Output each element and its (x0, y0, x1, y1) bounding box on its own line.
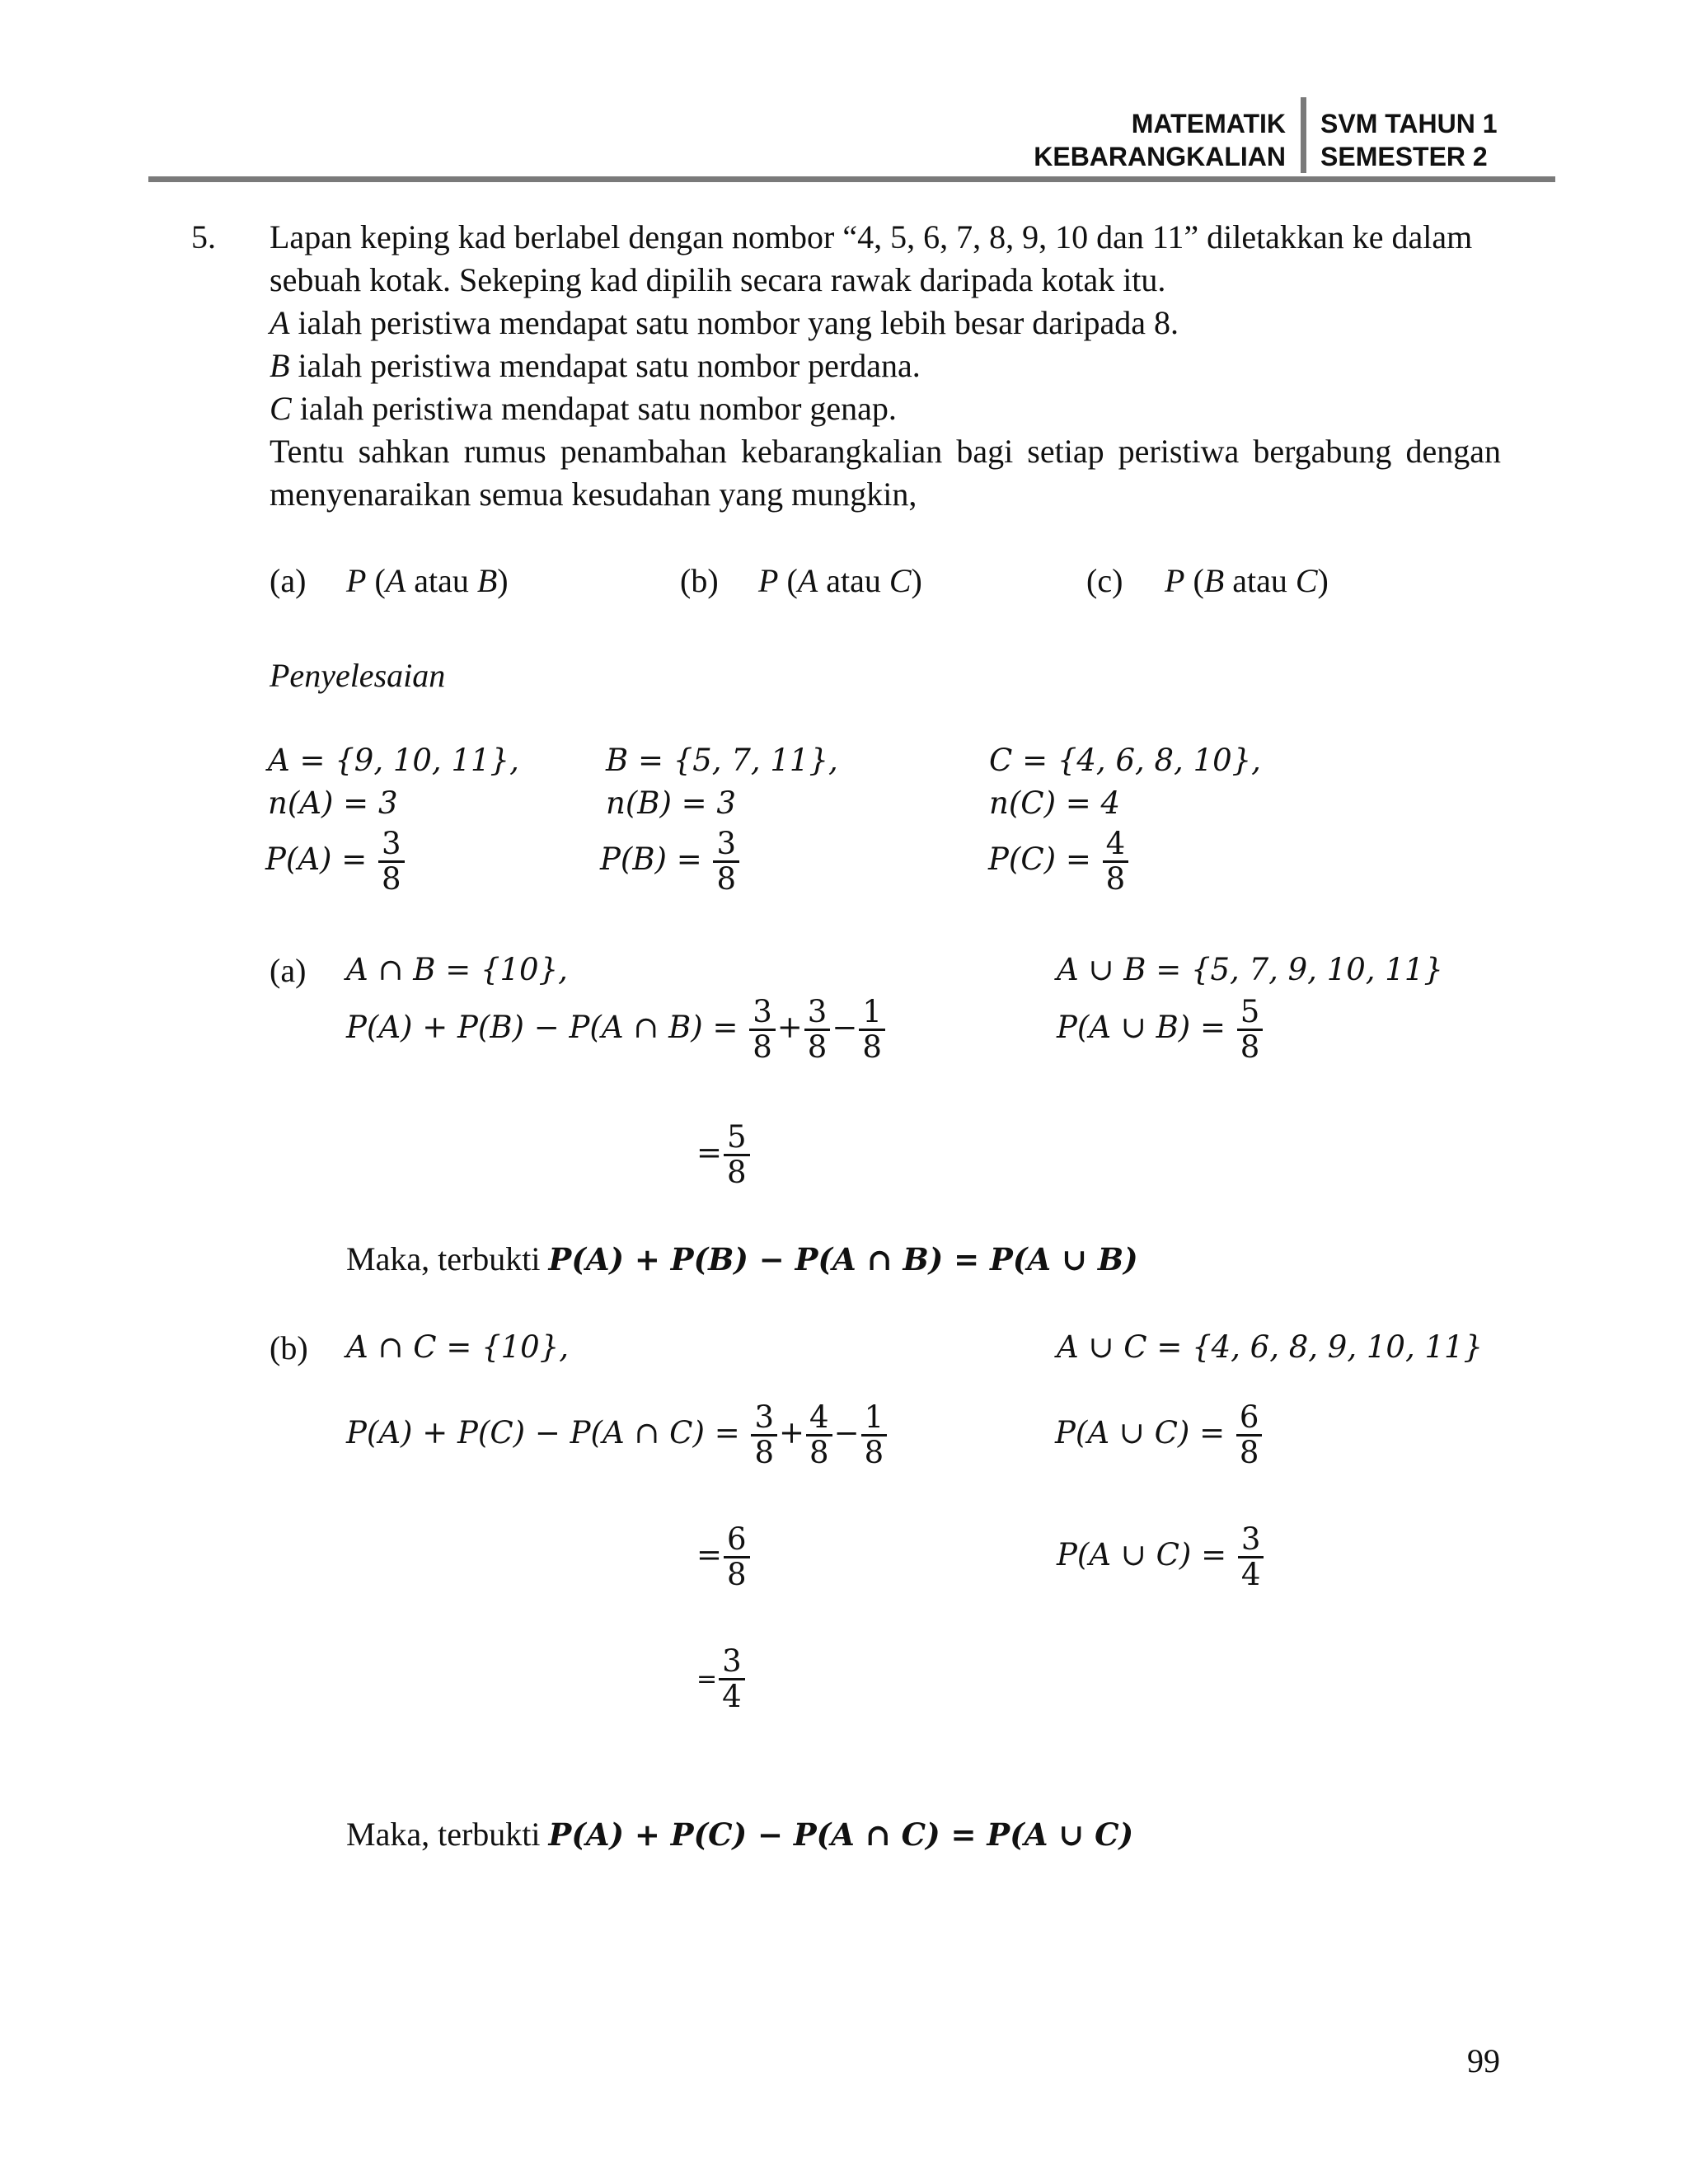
question-event-c: C ialah peristiwa mendapat satu nombor genap. (270, 390, 897, 427)
fraction-2 (804, 996, 831, 1064)
question-line-6: Tentu sahkan rumus penambahan kebarangkalian bagi setiap peristiwa bergabung dengan (270, 433, 1501, 470)
question-number: 5. (191, 218, 216, 255)
operator-minus: − (832, 1010, 858, 1045)
header-course-line2: SEMESTER 2 (1320, 142, 1488, 171)
solution-b-result-1 (696, 1523, 752, 1591)
denominator: 4 (719, 1678, 745, 1713)
numerator: 3 (382, 826, 401, 861)
numerator: 3 (753, 994, 772, 1029)
solution-b-result-2 (696, 1645, 747, 1713)
equals-sign: = (696, 1135, 723, 1170)
fraction-2 (806, 1401, 832, 1469)
page-number: 99 (1467, 2042, 1500, 2079)
solution-a-union: A ∪ B = {5, 7, 9, 10, 11} (1057, 952, 1443, 987)
fraction-3 (861, 1401, 888, 1469)
operator-plus: + (776, 1010, 803, 1045)
header-subject-line1: MATEMATIK (1131, 109, 1286, 138)
denominator: 8 (751, 1434, 777, 1469)
numerator: 1 (864, 1399, 884, 1435)
question-line-1: Lapan keping kad berlabel dengan nombor “4, 5, 6, 7, 8, 9, 10 dan 11” diletakkan ke dalam (270, 218, 1473, 255)
prob-a (265, 827, 406, 896)
part-b-label: (b) (680, 562, 719, 599)
result-fraction (724, 1523, 750, 1591)
fraction-1 (751, 1401, 777, 1469)
solution-b-intersection: A ∩ C = {10}, (346, 1329, 570, 1365)
numerator: 6 (1239, 1399, 1259, 1435)
solution-a-label: (a) (270, 952, 307, 989)
denominator: 8 (804, 1029, 831, 1064)
union-prob-fraction (1238, 1523, 1264, 1591)
question-line-7: menyenaraikan semua kesudahan yang mungkin, (270, 476, 917, 513)
prob-c-lhs: P(C) = (988, 841, 1091, 877)
prob-c (988, 827, 1130, 896)
part-c-label: (c) (1086, 562, 1123, 599)
solution-heading: Penyelesaian (270, 657, 446, 694)
formula-lhs: P(A) + P(C) − P(A ∩ C) = (346, 1415, 740, 1451)
solution-b-union-prob-1 (1055, 1401, 1264, 1469)
n-a: n(A) = 3 (268, 785, 398, 821)
denominator: 8 (861, 1434, 888, 1469)
header-rule (148, 176, 1555, 182)
numerator: 4 (1105, 826, 1126, 861)
conclusion-prefix: Maka, terbukti (346, 1240, 549, 1277)
prob-a-lhs: P(A) = (265, 841, 368, 877)
part-c-text: P (B atau C) (1165, 562, 1329, 599)
set-a: A = {9, 10, 11}, (268, 743, 519, 778)
solution-b-union: A ∪ C = {4, 6, 8, 9, 10, 11} (1057, 1329, 1484, 1365)
solution-a-conclusion (346, 1238, 1138, 1281)
operator-plus: + (779, 1415, 805, 1451)
event-a-text: ialah peristiwa mendapat satu nombor yang lebih besar daripada 8. (298, 304, 1179, 341)
prob-b (600, 827, 741, 896)
set-c: C = {4, 6, 8, 10}, (989, 743, 1261, 778)
solution-b-formula (346, 1401, 889, 1469)
solution-b-union-prob-2 (1057, 1523, 1265, 1591)
n-c: n(C) = 4 (989, 785, 1121, 821)
numerator: 4 (809, 1399, 829, 1435)
prob-c-fraction (1103, 827, 1129, 896)
equals-sign: = (696, 1537, 723, 1572)
denominator: 8 (749, 1029, 776, 1064)
prob-b-lhs: P(B) = (600, 841, 702, 877)
fraction-1 (749, 996, 776, 1064)
fraction-3 (859, 996, 885, 1064)
question-line-2: sebuah kotak. Sekeping kad dipilih secara rawak daripada kotak itu. (270, 261, 1166, 298)
numerator: 1 (862, 994, 882, 1029)
union-prob-lhs: P(A ∪ C) = (1057, 1537, 1227, 1572)
header-subject-line2: KEBARANGKALIAN (1034, 142, 1286, 171)
numerator: 3 (722, 1643, 742, 1679)
conclusion-formula: P(A) + P(B) − P(A ∩ B) = P(A ∪ B) (548, 1241, 1138, 1277)
part-b-text: P (A atau C) (758, 562, 922, 599)
denominator: 4 (1238, 1556, 1264, 1591)
question-event-a: A ialah peristiwa mendapat satu nombor yang lebih besar daripada 8. (270, 304, 1179, 341)
numerator: 3 (807, 994, 828, 1029)
numerator: 3 (1240, 1521, 1261, 1557)
solution-b-conclusion (346, 1813, 1133, 1856)
numerator: 5 (1240, 994, 1260, 1029)
numerator: 3 (754, 1399, 775, 1435)
union-prob-fraction (1237, 996, 1264, 1064)
union-prob-fraction (1236, 1401, 1263, 1469)
header-divider (1301, 97, 1306, 173)
n-b: n(B) = 3 (606, 785, 736, 821)
solution-a-intersection: A ∩ B = {10}, (346, 952, 568, 987)
denominator: 8 (378, 860, 405, 896)
denominator: 8 (1103, 860, 1129, 896)
event-c-text: ialah peristiwa mendapat satu nombor genap. (299, 390, 897, 427)
denominator: 8 (713, 860, 739, 896)
operator-minus: − (833, 1415, 860, 1451)
part-a-text: P (A atau B) (346, 562, 509, 599)
denominator: 8 (1237, 1029, 1264, 1064)
set-b: B = {5, 7, 11}, (606, 743, 838, 778)
conclusion-formula: P(A) + P(C) − P(A ∩ C) = P(A ∪ C) (548, 1816, 1134, 1853)
solution-a-union-prob (1057, 996, 1264, 1064)
prob-a-fraction (378, 827, 405, 896)
solution-b-label: (b) (270, 1329, 308, 1366)
solution-a-result (696, 1121, 752, 1189)
prob-b-fraction (713, 827, 739, 896)
numerator: 5 (727, 1119, 747, 1155)
formula-lhs: P(A) + P(B) − P(A ∩ B) = (346, 1010, 738, 1045)
equals-sign: = (696, 1665, 718, 1694)
result-fraction (719, 1645, 745, 1713)
denominator: 8 (1236, 1434, 1263, 1469)
event-b-text: ialah peristiwa mendapat satu nombor perdana. (298, 347, 921, 384)
denominator: 8 (724, 1154, 750, 1189)
numerator: 6 (727, 1521, 747, 1557)
conclusion-prefix: Maka, terbukti (346, 1816, 549, 1853)
header-course-line1: SVM TAHUN 1 (1320, 109, 1498, 138)
union-prob-lhs: P(A ∪ C) = (1055, 1415, 1226, 1451)
result-fraction (724, 1121, 750, 1189)
numerator: 3 (716, 826, 737, 861)
header-course (1320, 107, 1498, 173)
denominator: 8 (806, 1434, 832, 1469)
part-a-label: (a) (270, 562, 307, 599)
denominator: 8 (859, 1029, 885, 1064)
denominator: 8 (724, 1556, 750, 1591)
header-subject (1014, 107, 1286, 173)
question-event-b: B ialah peristiwa mendapat satu nombor perdana. (270, 347, 921, 384)
solution-a-formula (346, 996, 887, 1064)
union-prob-lhs: P(A ∪ B) = (1057, 1010, 1226, 1045)
